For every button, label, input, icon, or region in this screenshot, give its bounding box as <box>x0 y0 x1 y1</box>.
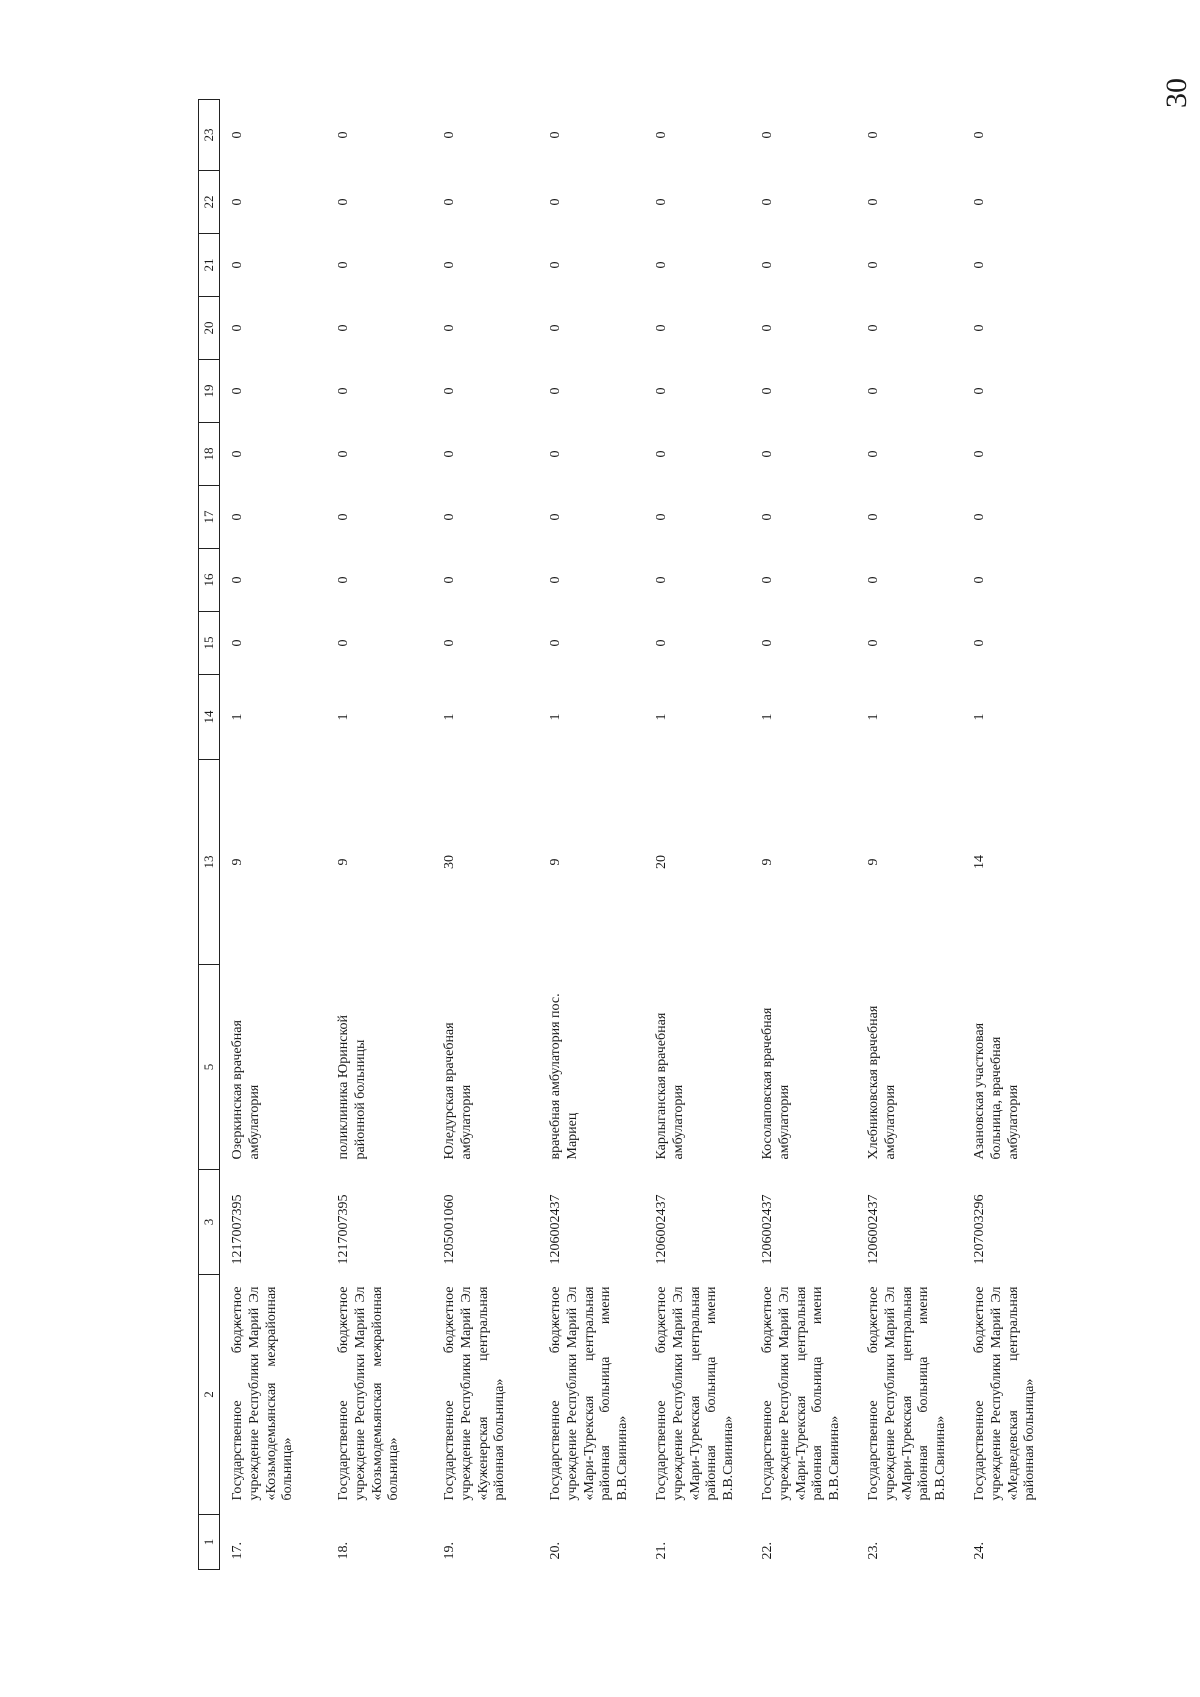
value-cell: 0 <box>548 198 563 206</box>
table-row <box>432 100 538 1570</box>
value-cell: 0 <box>548 324 563 332</box>
inn-code: 1205001060 <box>442 1194 457 1265</box>
inn-code: 1207003296 <box>972 1194 987 1265</box>
value-cell: 0 <box>654 198 669 206</box>
unit-name: врачебная амбулатория пос. Мариец <box>548 993 580 1160</box>
organization-name: Государственное бюджетное учреждение Республики Марий Эл «Мари-Турекская центральная районная больница имени В.В.Свинина» <box>548 1286 631 1501</box>
row-number: 24. <box>972 1542 987 1560</box>
value-cell: 0 <box>972 198 987 206</box>
row-number: 22. <box>760 1542 775 1560</box>
rotated-table-container <box>198 100 1038 1570</box>
row-number: 23. <box>866 1542 881 1560</box>
value-cell: 0 <box>548 387 563 395</box>
value-cell: 0 <box>866 387 881 395</box>
page-number: 30 <box>1160 78 1193 108</box>
value-cell: 0 <box>230 131 245 139</box>
value-cell: 0 <box>866 513 881 521</box>
value-cell: 0 <box>230 198 245 206</box>
row-number: 20. <box>548 1542 563 1560</box>
value-cell: 0 <box>336 639 351 647</box>
value-cell: 20 <box>654 855 669 869</box>
value-cell: 30 <box>442 855 457 869</box>
organization-name: Государственное бюджетное учреждение Республики Марий Эл «Козьмодемьянская межрайонная больница» <box>336 1286 402 1501</box>
value-cell: 0 <box>336 261 351 269</box>
table-row <box>962 100 1068 1570</box>
column-header: 20 <box>199 297 220 360</box>
value-cell: 1 <box>972 713 987 721</box>
column-header: 13 <box>199 760 220 965</box>
column-header: 5 <box>199 965 220 1170</box>
value-cell: 1 <box>760 713 775 721</box>
value-cell: 1 <box>654 713 669 721</box>
inn-code: 1206002437 <box>866 1194 881 1265</box>
value-cell: 0 <box>972 513 987 521</box>
value-cell: 9 <box>866 858 881 866</box>
value-cell: 0 <box>442 450 457 458</box>
value-cell: 1 <box>548 713 563 721</box>
value-cell: 0 <box>654 450 669 458</box>
row-number: 21. <box>654 1542 669 1560</box>
organization-name: Государственное бюджетное учреждение Республики Марий Эл «Мари-Турекская центральная районная больница имени В.В.Свинина» <box>866 1286 949 1501</box>
value-cell: 0 <box>760 198 775 206</box>
value-cell: 0 <box>230 576 245 584</box>
organization-name: Государственное бюджетное учреждение Республики Марий Эл «Мари-Турекская центральная районная больница имени В.В.Свинина» <box>654 1286 737 1501</box>
table-row <box>856 100 962 1570</box>
value-cell: 0 <box>654 261 669 269</box>
value-cell: 0 <box>760 576 775 584</box>
table-row <box>220 100 327 1570</box>
value-cell: 0 <box>972 324 987 332</box>
value-cell: 0 <box>230 387 245 395</box>
value-cell: 0 <box>442 387 457 395</box>
value-cell: 0 <box>442 639 457 647</box>
table-row <box>644 100 750 1570</box>
inn-code: 1217007395 <box>336 1194 351 1265</box>
value-cell: 0 <box>336 513 351 521</box>
value-cell: 0 <box>654 131 669 139</box>
unit-name: Азановская участковая больница, врачебная амбулатория <box>972 1022 1021 1160</box>
column-header: 17 <box>199 486 220 549</box>
value-cell: 0 <box>972 261 987 269</box>
value-cell: 0 <box>760 513 775 521</box>
value-cell: 0 <box>760 450 775 458</box>
value-cell: 0 <box>336 324 351 332</box>
unit-name: Косолаповская врачебная амбулатория <box>760 1007 792 1160</box>
value-cell: 0 <box>336 131 351 139</box>
value-cell: 1 <box>866 713 881 721</box>
value-cell: 0 <box>548 639 563 647</box>
row-number: 17. <box>230 1542 245 1560</box>
inn-code: 1217007395 <box>230 1194 245 1265</box>
row-number: 18. <box>336 1542 351 1560</box>
value-cell: 9 <box>230 858 245 866</box>
value-cell: 0 <box>866 576 881 584</box>
value-cell: 0 <box>548 513 563 521</box>
organization-name: Государственное бюджетное учреждение Республики Марий Эл «Медведевская центральная районная больница» <box>972 1286 1038 1501</box>
data-table <box>198 99 1068 1570</box>
value-cell: 0 <box>230 261 245 269</box>
value-cell: 0 <box>230 639 245 647</box>
value-cell: 0 <box>760 387 775 395</box>
value-cell: 0 <box>866 261 881 269</box>
column-header: 1 <box>199 1515 220 1570</box>
organization-name: Государственное бюджетное учреждение Республики Марий Эл «Куженерская центральная районная больница» <box>442 1286 508 1501</box>
value-cell: 1 <box>230 713 245 721</box>
value-cell: 0 <box>866 639 881 647</box>
value-cell: 0 <box>336 387 351 395</box>
table-row <box>750 100 856 1570</box>
unit-name: Хлебниковская врачебная амбулатория <box>866 1005 898 1160</box>
unit-name: Озеркинская врачебная амбулатория <box>230 1020 262 1160</box>
column-header: 2 <box>199 1275 220 1515</box>
value-cell: 0 <box>442 198 457 206</box>
value-cell: 0 <box>972 131 987 139</box>
value-cell: 0 <box>866 131 881 139</box>
organization-name: Государственное бюджетное учреждение Республики Марий Эл «Мари-Турекская центральная районная больница имени В.В.Свинина» <box>760 1286 843 1501</box>
value-cell: 0 <box>866 450 881 458</box>
value-cell: 0 <box>230 513 245 521</box>
value-cell: 0 <box>654 576 669 584</box>
value-cell: 0 <box>654 324 669 332</box>
value-cell: 0 <box>972 576 987 584</box>
value-cell: 0 <box>866 324 881 332</box>
value-cell: 0 <box>760 639 775 647</box>
value-cell: 0 <box>230 324 245 332</box>
organization-name: Государственное бюджетное учреждение Республики Марий Эл «Козьмодемьянская межрайонная больница» <box>230 1286 296 1501</box>
value-cell: 0 <box>230 450 245 458</box>
column-header: 23 <box>199 100 220 171</box>
table-row <box>326 100 432 1570</box>
value-cell: 0 <box>972 450 987 458</box>
value-cell: 0 <box>442 261 457 269</box>
value-cell: 0 <box>972 639 987 647</box>
row-number: 19. <box>442 1542 457 1560</box>
value-cell: 1 <box>336 713 351 721</box>
column-header: 21 <box>199 234 220 297</box>
value-cell: 0 <box>654 387 669 395</box>
value-cell: 0 <box>442 576 457 584</box>
value-cell: 9 <box>336 858 351 866</box>
column-header: 16 <box>199 549 220 612</box>
value-cell: 9 <box>760 858 775 866</box>
value-cell: 0 <box>336 576 351 584</box>
value-cell: 0 <box>548 261 563 269</box>
value-cell: 0 <box>760 261 775 269</box>
value-cell: 0 <box>336 198 351 206</box>
unit-name: Карлыганская врачебная амбулатория <box>654 1012 686 1160</box>
value-cell: 0 <box>548 131 563 139</box>
value-cell: 0 <box>972 387 987 395</box>
column-header: 18 <box>199 423 220 486</box>
unit-name: поликлиника Юринской районной больницы <box>336 1014 368 1160</box>
value-cell: 1 <box>442 713 457 721</box>
value-cell: 0 <box>336 450 351 458</box>
value-cell: 0 <box>442 131 457 139</box>
column-header: 22 <box>199 171 220 234</box>
column-header: 14 <box>199 675 220 760</box>
unit-name: Юледурская врачебная амбулатория <box>442 1022 474 1160</box>
value-cell: 0 <box>866 198 881 206</box>
column-header: 19 <box>199 360 220 423</box>
column-header: 15 <box>199 612 220 675</box>
value-cell: 0 <box>654 639 669 647</box>
value-cell: 0 <box>654 513 669 521</box>
value-cell: 0 <box>760 131 775 139</box>
inn-code: 1206002437 <box>760 1194 775 1265</box>
column-header: 3 <box>199 1170 220 1275</box>
value-cell: 9 <box>548 858 563 866</box>
value-cell: 0 <box>548 450 563 458</box>
table-row <box>538 100 644 1570</box>
value-cell: 14 <box>972 855 987 869</box>
inn-code: 1206002437 <box>548 1194 563 1265</box>
table-header-row <box>199 100 220 1570</box>
value-cell: 0 <box>442 513 457 521</box>
value-cell: 0 <box>760 324 775 332</box>
value-cell: 0 <box>442 324 457 332</box>
inn-code: 1206002437 <box>654 1194 669 1265</box>
value-cell: 0 <box>548 576 563 584</box>
